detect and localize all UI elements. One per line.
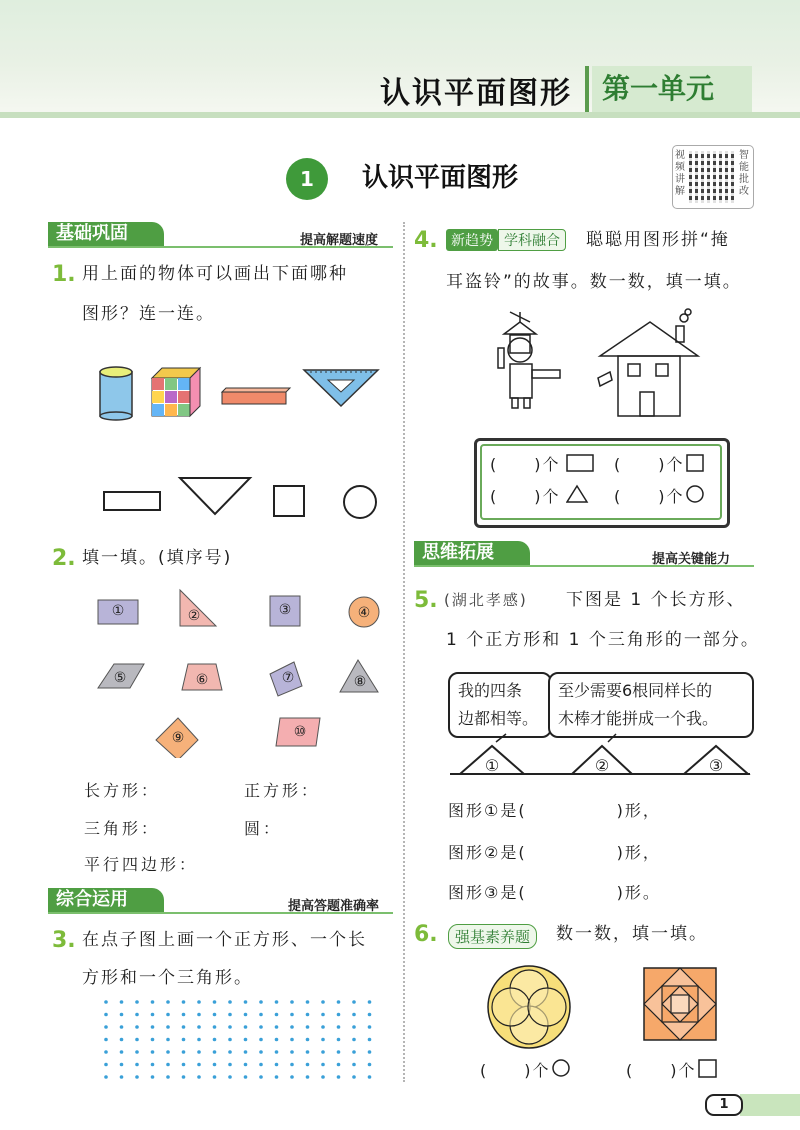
grid-dot bbox=[259, 1025, 263, 1029]
grid-dot bbox=[104, 1050, 108, 1054]
grid-dot bbox=[290, 1025, 294, 1029]
grid-dot bbox=[151, 1013, 155, 1017]
header-stripe bbox=[0, 112, 800, 118]
grid-dot bbox=[213, 1050, 217, 1054]
q5-text-line1: 下图是 1 个长方形、 bbox=[566, 590, 746, 610]
q2-answer-circle[interactable]: 圆： bbox=[244, 819, 283, 838]
section-thinking-note: 提高关键能力 bbox=[652, 552, 731, 567]
grid-dot bbox=[290, 1075, 294, 1079]
q4-cell-rectangle[interactable]: ( )个 bbox=[490, 455, 561, 474]
section-comprehensive-note: 提高答题准确率 bbox=[288, 899, 380, 914]
grid-dot bbox=[275, 1050, 279, 1054]
q6-fill-squares[interactable]: ( )个 bbox=[626, 1061, 697, 1080]
grid-dot bbox=[244, 1000, 248, 1004]
shape-label-2: ② bbox=[187, 608, 201, 624]
q6-squares-figure bbox=[642, 966, 718, 1042]
bubble1-line1: 我的四条 bbox=[458, 681, 523, 700]
shape-label-10: ⑩ bbox=[293, 724, 307, 740]
grid-dot bbox=[182, 1013, 186, 1017]
grid-dot bbox=[197, 1038, 201, 1042]
q2-answer-square[interactable]: 正方形： bbox=[244, 781, 321, 800]
qr-code-panel[interactable] bbox=[672, 145, 754, 209]
grid-dot bbox=[182, 1025, 186, 1029]
circle-icon bbox=[686, 484, 706, 504]
tag-basic-literacy: 强基素养题 bbox=[448, 924, 537, 949]
grid-dot bbox=[368, 1038, 372, 1042]
unit-label: 第一单元 bbox=[592, 66, 752, 112]
shape-label-4: ④ bbox=[357, 605, 371, 621]
grid-dot bbox=[352, 1025, 356, 1029]
grid-dot bbox=[213, 1013, 217, 1017]
grid-dot bbox=[337, 1050, 341, 1054]
grid-dot bbox=[135, 1000, 139, 1004]
triangle-shape bbox=[180, 478, 250, 514]
set-square-icon bbox=[304, 370, 378, 406]
grid-dot bbox=[228, 1013, 232, 1017]
grid-dot bbox=[151, 1000, 155, 1004]
shape-label-7: ⑦ bbox=[281, 670, 295, 686]
grid-dot bbox=[104, 1025, 108, 1029]
q4-text-line2: 耳盗铃”的故事。数一数，填一填。 bbox=[446, 272, 742, 292]
shape-label-5: ⑤ bbox=[113, 670, 127, 686]
grid-dot bbox=[228, 1050, 232, 1054]
grid-dot bbox=[166, 1000, 170, 1004]
grid-dot bbox=[197, 1000, 201, 1004]
grid-dot bbox=[228, 1075, 232, 1079]
grid-dot bbox=[368, 1000, 372, 1004]
grid-dot bbox=[120, 1075, 124, 1079]
grid-dot bbox=[368, 1050, 372, 1054]
qr-left-text: 视频讲解 bbox=[675, 150, 685, 197]
grid-dot bbox=[368, 1075, 372, 1079]
q4-cell-square[interactable]: ( )个 bbox=[614, 455, 685, 474]
bubble1-line2: 边都相等。 bbox=[458, 709, 539, 728]
grid-dot bbox=[321, 1063, 325, 1067]
grid-dot bbox=[120, 1000, 124, 1004]
q1-objects bbox=[90, 358, 390, 428]
grid-dot bbox=[228, 1038, 232, 1042]
grid-dot bbox=[290, 1063, 294, 1067]
grid-dot bbox=[151, 1050, 155, 1054]
grid-dot bbox=[337, 1000, 341, 1004]
grid-dot bbox=[120, 1050, 124, 1054]
grid-dot bbox=[321, 1000, 325, 1004]
q3-number: 3. bbox=[52, 928, 76, 953]
square-icon bbox=[686, 453, 706, 473]
grid-dot bbox=[275, 1025, 279, 1029]
column-divider bbox=[403, 222, 405, 1082]
grid-dot bbox=[290, 1050, 294, 1054]
qr-right-text: 智能批改 bbox=[739, 150, 749, 197]
rectangle-icon bbox=[566, 453, 596, 473]
page-number: 1 bbox=[705, 1094, 743, 1116]
grid-dot bbox=[321, 1075, 325, 1079]
grid-dot bbox=[166, 1038, 170, 1042]
q6-number: 6. bbox=[414, 922, 438, 947]
grid-dot bbox=[120, 1013, 124, 1017]
q4-tags bbox=[446, 229, 566, 251]
grid-dot bbox=[306, 1050, 310, 1054]
grid-dot bbox=[259, 1013, 263, 1017]
grid-dot bbox=[259, 1063, 263, 1067]
grid-dot bbox=[213, 1063, 217, 1067]
grid-dot bbox=[197, 1050, 201, 1054]
grid-dot bbox=[135, 1013, 139, 1017]
q5-number: 5. bbox=[414, 588, 438, 613]
grid-dot bbox=[135, 1038, 139, 1042]
grid-dot bbox=[120, 1038, 124, 1042]
q5-fill-1[interactable]: 图形①是( )形， bbox=[448, 801, 661, 820]
bubble2-line1: 至少需要6根同样长的 bbox=[558, 681, 713, 700]
lesson-number: 1 bbox=[286, 158, 328, 200]
grid-dot bbox=[259, 1000, 263, 1004]
q5-text-line2: 1 个正方形和 1 个三角形的一部分。 bbox=[446, 630, 760, 650]
grid-dot bbox=[135, 1075, 139, 1079]
grid-dot bbox=[337, 1025, 341, 1029]
grid-dot bbox=[104, 1013, 108, 1017]
grid-dot bbox=[352, 1075, 356, 1079]
grid-dot bbox=[275, 1013, 279, 1017]
dot-grid[interactable] bbox=[100, 996, 380, 1082]
grid-dot bbox=[306, 1063, 310, 1067]
grid-dot bbox=[352, 1000, 356, 1004]
grid-dot bbox=[213, 1000, 217, 1004]
grid-dot bbox=[151, 1075, 155, 1079]
grid-dot bbox=[321, 1013, 325, 1017]
grid-dot bbox=[182, 1050, 186, 1054]
qr-code-icon[interactable] bbox=[689, 151, 737, 203]
q6-text: 数一数，填一填。 bbox=[556, 924, 708, 944]
q1-text-line2: 图形？连一连。 bbox=[82, 304, 215, 324]
q4-cell-triangle[interactable]: ( )个 bbox=[490, 487, 561, 506]
grid-dot bbox=[166, 1075, 170, 1079]
q2-answer-rectangle[interactable]: 长方形： bbox=[84, 781, 161, 800]
grid-dot bbox=[151, 1025, 155, 1029]
unit-title: 认识平面图形 bbox=[380, 76, 572, 111]
grid-dot bbox=[352, 1038, 356, 1042]
grid-dot bbox=[244, 1013, 248, 1017]
circle-icon bbox=[552, 1058, 572, 1078]
grid-dot bbox=[166, 1025, 170, 1029]
grid-dot bbox=[368, 1025, 372, 1029]
speech-bubble-2 bbox=[548, 672, 754, 738]
grid-dot bbox=[213, 1025, 217, 1029]
q5-source: (湖北孝感) bbox=[444, 591, 528, 609]
grid-dot bbox=[182, 1038, 186, 1042]
shape-label-1: ① bbox=[111, 603, 125, 619]
grid-dot bbox=[135, 1063, 139, 1067]
grid-dot bbox=[166, 1063, 170, 1067]
triangle-icon bbox=[566, 484, 590, 504]
unit-divider bbox=[585, 66, 589, 112]
section-comprehensive-title: 综合运用 bbox=[48, 888, 164, 912]
grid-dot bbox=[321, 1050, 325, 1054]
grid-dot bbox=[182, 1063, 186, 1067]
q2-shapes bbox=[90, 588, 390, 758]
grid-dot bbox=[213, 1038, 217, 1042]
grid-dot bbox=[197, 1013, 201, 1017]
tag-new-trend: 新趋势 bbox=[446, 229, 498, 251]
grid-dot bbox=[151, 1063, 155, 1067]
rectangle-shape bbox=[104, 492, 160, 510]
grid-dot bbox=[244, 1025, 248, 1029]
grid-dot bbox=[321, 1025, 325, 1029]
grid-dot bbox=[352, 1013, 356, 1017]
q2-number: 2. bbox=[52, 546, 76, 571]
grid-dot bbox=[197, 1025, 201, 1029]
square-icon bbox=[698, 1058, 720, 1080]
q1-number: 1. bbox=[52, 262, 76, 287]
figure-label-1: ① bbox=[484, 756, 500, 775]
q4-text-line1: 聪聪用图形拼“掩 bbox=[586, 230, 730, 250]
grid-dot bbox=[104, 1075, 108, 1079]
grid-dot bbox=[337, 1013, 341, 1017]
tag-subject-fusion: 学科融合 bbox=[498, 229, 566, 251]
grid-dot bbox=[275, 1075, 279, 1079]
q4-cell-circle[interactable]: ( )个 bbox=[614, 487, 685, 506]
cube-icon bbox=[152, 368, 200, 416]
grid-dot bbox=[197, 1075, 201, 1079]
grid-dot bbox=[228, 1025, 232, 1029]
speech-bubble-1 bbox=[448, 672, 552, 738]
q1-text-line1: 用上面的物体可以画出下面哪种 bbox=[82, 264, 348, 284]
shape-label-6: ⑥ bbox=[195, 672, 209, 688]
section-basic-title: 基础巩固 bbox=[48, 222, 164, 246]
section-basic-note: 提高解题速度 bbox=[300, 233, 379, 248]
q5-fill-2[interactable]: 图形②是( )形， bbox=[448, 843, 661, 862]
grid-dot bbox=[306, 1038, 310, 1042]
grid-dot bbox=[104, 1038, 108, 1042]
grid-dot bbox=[275, 1038, 279, 1042]
figure-label-3: ③ bbox=[708, 756, 724, 775]
figure-label-2: ② bbox=[594, 756, 610, 775]
grid-dot bbox=[244, 1038, 248, 1042]
q6-circles-figure bbox=[484, 962, 574, 1052]
grid-dot bbox=[182, 1075, 186, 1079]
shape-label-3: ③ bbox=[278, 602, 292, 618]
q2-answer-triangle[interactable]: 三角形： bbox=[84, 819, 161, 838]
grid-dot bbox=[244, 1050, 248, 1054]
grid-dot bbox=[368, 1063, 372, 1067]
grid-dot bbox=[244, 1075, 248, 1079]
grid-dot bbox=[368, 1013, 372, 1017]
grid-dot bbox=[135, 1025, 139, 1029]
grid-dot bbox=[306, 1075, 310, 1079]
grid-dot bbox=[166, 1013, 170, 1017]
grid-dot bbox=[151, 1038, 155, 1042]
grid-dot bbox=[104, 1063, 108, 1067]
grid-dot bbox=[275, 1063, 279, 1067]
grid-dot bbox=[120, 1063, 124, 1067]
grid-dot bbox=[135, 1050, 139, 1054]
person-figure bbox=[498, 312, 560, 408]
section-thinking-title: 思维拓展 bbox=[414, 541, 530, 565]
q4-number: 4. bbox=[414, 228, 438, 253]
q1-shapes bbox=[100, 472, 390, 532]
grid-dot bbox=[290, 1013, 294, 1017]
grid-dot bbox=[259, 1038, 263, 1042]
grid-dot bbox=[306, 1000, 310, 1004]
page-number-bar bbox=[740, 1094, 800, 1116]
grid-dot bbox=[337, 1038, 341, 1042]
grid-dot bbox=[259, 1075, 263, 1079]
grid-dot bbox=[182, 1000, 186, 1004]
house-figure bbox=[598, 309, 698, 416]
grid-dot bbox=[228, 1063, 232, 1067]
grid-dot bbox=[290, 1038, 294, 1042]
grid-dot bbox=[213, 1075, 217, 1079]
grid-dot bbox=[197, 1063, 201, 1067]
shape-label-9: ⑨ bbox=[171, 730, 185, 746]
grid-dot bbox=[228, 1000, 232, 1004]
grid-dot bbox=[306, 1025, 310, 1029]
q2-answer-parallelogram[interactable]: 平行四边形： bbox=[84, 855, 199, 874]
shape-label-8: ⑧ bbox=[353, 674, 367, 690]
bubble2-line2: 木棒才能拼成一个我。 bbox=[558, 709, 719, 728]
grid-dot bbox=[275, 1000, 279, 1004]
grid-dot bbox=[104, 1000, 108, 1004]
lesson-title: 认识平面图形 bbox=[362, 163, 519, 193]
grid-dot bbox=[290, 1000, 294, 1004]
q4-illustration bbox=[490, 308, 710, 420]
cylinder-icon bbox=[100, 367, 132, 420]
circle-shape bbox=[344, 486, 376, 518]
grid-dot bbox=[337, 1075, 341, 1079]
q2-text: 填一填。(填序号) bbox=[82, 548, 233, 568]
grid-dot bbox=[306, 1013, 310, 1017]
square-shape bbox=[274, 486, 304, 516]
grid-dot bbox=[259, 1050, 263, 1054]
q5-fill-3[interactable]: 图形③是( )形。 bbox=[448, 883, 661, 902]
grid-dot bbox=[166, 1050, 170, 1054]
grid-dot bbox=[244, 1063, 248, 1067]
grid-dot bbox=[352, 1063, 356, 1067]
q3-text-line2: 方形和一个三角形。 bbox=[82, 968, 253, 988]
grid-dot bbox=[352, 1050, 356, 1054]
grid-dot bbox=[337, 1063, 341, 1067]
q3-text-line1: 在点子图上画一个正方形、一个长 bbox=[82, 930, 367, 950]
eraser-icon bbox=[222, 388, 290, 404]
grid-dot bbox=[321, 1038, 325, 1042]
q6-fill-circles[interactable]: ( )个 bbox=[480, 1061, 551, 1080]
grid-dot bbox=[120, 1025, 124, 1029]
